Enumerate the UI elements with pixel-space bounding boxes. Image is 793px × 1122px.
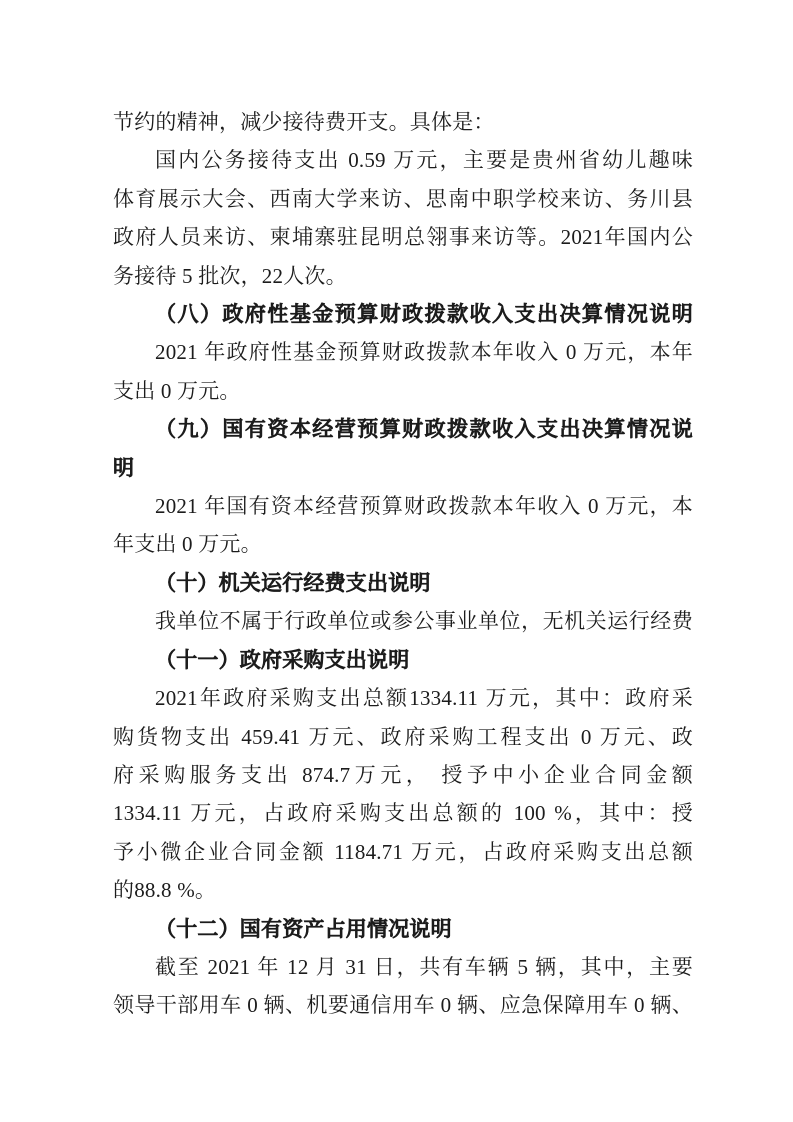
paragraph-line: 体育展示大会、西南大学来访、思南中职学校来访、务川县 <box>113 186 693 211</box>
document-content <box>113 103 693 1025</box>
paragraph-line: 支出 0 万元。 <box>113 378 241 403</box>
paragraph-line: 2021 年国有资本经营预算财政拨款本年收入 0 万元，本 <box>155 494 693 519</box>
section-heading-line: （十二）国有资产占用情况说明 <box>155 916 452 941</box>
paragraph-line: 予小微企业合同金额 1184.71 万元，占政府采购支出总额 <box>113 839 693 864</box>
section-heading-line: 明 <box>113 455 135 480</box>
paragraph-line: 领导干部用车 0 辆、机要通信用车 0 辆、应急保障用车 0 辆、 <box>113 993 693 1018</box>
paragraph-line: 2021 年政府性基金预算财政拨款本年收入 0 万元，本年 <box>155 340 693 365</box>
paragraph-line: 截至 2021 年 12 月 31 日，共有车辆 5 辆，其中，主要 <box>155 954 693 979</box>
paragraph-line: 的88.8 %。 <box>113 878 217 903</box>
paragraph-line: 购货物支出 459.41 万元、政府采购工程支出 0 万元、政 <box>113 724 693 749</box>
paragraph-line: 我单位不属于行政单位或参公事业单位，无机关运行经费 <box>155 609 693 634</box>
section-heading-line: （九）国有资本经营预算财政拨款收入支出决算情况说 <box>155 417 693 442</box>
section-heading-line: （八）政府性基金预算财政拨款收入支出决算情况说明 <box>155 302 693 327</box>
paragraph-line: 务接待 5 批次，22人次。 <box>113 263 347 288</box>
paragraph-line: 国内公务接待支出 0.59 万元，主要是贵州省幼儿趣味 <box>155 148 693 173</box>
section-heading-line: （十一）政府采购支出说明 <box>155 647 410 672</box>
paragraph-line: 节约的精神，减少接待费开支。具体是： <box>113 110 495 134</box>
paragraph-line: 1334.11 万元，占政府采购支出总额的 100 %，其中：授 <box>113 801 693 826</box>
paragraph-line: 年支出 0 万元。 <box>113 532 262 557</box>
paragraph-line: 2021年政府采购支出总额1334.11 万元，其中：政府采 <box>155 686 693 711</box>
section-heading-line: （十）机关运行经费支出说明 <box>155 570 431 595</box>
paragraph-line: 政府人员来访、柬埔寨驻昆明总翎事来访等。2021年国内公 <box>113 225 693 250</box>
paragraph-line: 府采购服务支出 874.7万元， 授予中小企业合同金额 <box>113 762 693 787</box>
